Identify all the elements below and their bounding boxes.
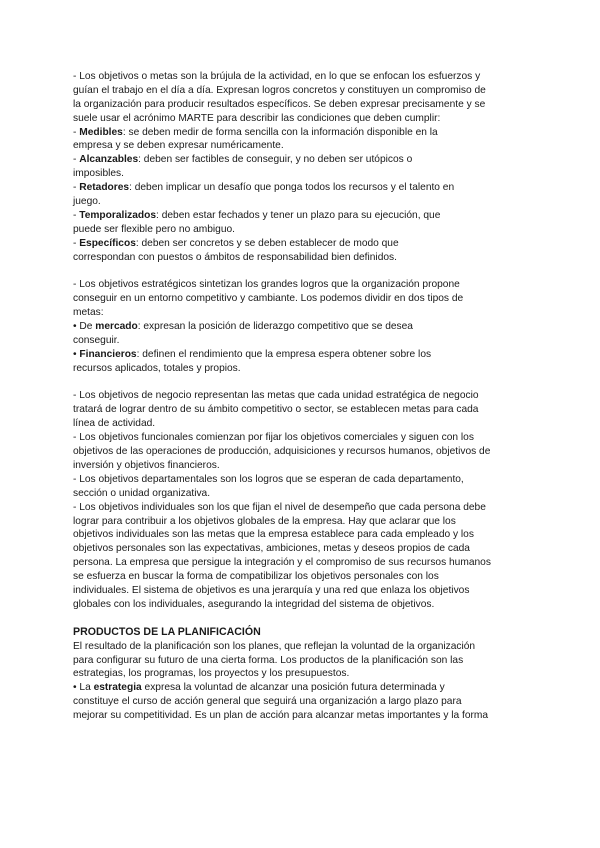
text-segment: la organización para producir resultados específicos. Se deben expresar precisamente y se [73,98,486,110]
text-segment: : definen el rendimiento que la empresa espera obtener sobre los [136,348,432,360]
text-segment: mejorar su competitividad. Es un plan de acción para alcanzar metas importantes y la forma [73,710,489,722]
text-line [73,362,531,376]
text-segment: • De [73,321,96,333]
text-segment: - Los objetivos departamentales son los logros que se esperan de cada departamento, [73,473,464,485]
text-segment: conseguir en un entorno competitivo y cambiante. Los podemos dividir en dos tipos de [73,293,464,305]
text-segment: : expresan la posición de liderazgo competitivo que se desea [137,321,413,333]
text-segment: puede ser flexible pero no ambiguo. [73,223,235,235]
text-line [73,389,531,403]
text-line [73,626,531,640]
text-line [73,84,531,98]
text-segment: - [73,182,80,194]
text-segment: : deben ser concretos y se deben establecer de modo que [135,237,399,249]
bold-term: Retadores [79,182,130,194]
text-line [73,459,531,473]
text-segment: - [73,209,80,221]
text-line [73,209,531,223]
text-segment: correspondan con puestos o ámbitos de responsabilidad bien definidos. [73,251,397,263]
text-line [73,417,531,431]
bold-term: Financieros [79,348,137,360]
text-segment: imposibles. [73,168,124,180]
text-segment: expresa la voluntad de alcanzar una posición futura determinada y [141,682,445,694]
text-line [73,515,531,529]
text-segment: individuales. El sistema de objetivos es una jerarquía y una red que enlaza los objetivos [73,584,470,596]
text-line [73,598,531,612]
text-line [73,556,531,570]
bold-term: Temporalizados [79,209,157,221]
text-line [73,181,531,195]
text-line [73,584,531,598]
text-segment: sección o unidad organizativa. [73,487,211,499]
text-line [73,223,531,237]
text-segment: globales con los individuales, asegurando la integridad del sistema de objetivos. [73,598,435,610]
text-line [73,654,531,668]
text-line [73,487,531,501]
text-segment: persona. La empresa que persigue la integración y el compromiso de sus recursos humanos [73,557,491,569]
text-line [73,139,531,153]
text-segment: constituye el curso de acción general que seguirá una organización a largo plazo para [73,696,462,708]
text-line [73,70,531,84]
text-line [73,167,531,181]
text-segment: : deben estar fechados y tener un plazo para su ejecución, que [156,209,441,221]
text-line [73,445,531,459]
paragraph-gap [73,264,531,278]
text-segment: - [73,126,80,138]
text-line [73,640,531,654]
text-segment: - Los objetivos estratégicos sintetizan los grandes logros que la organización propone [73,279,460,291]
text-line [73,431,531,445]
text-segment: metas: [73,307,104,319]
text-line [73,237,531,251]
text-line [73,292,531,306]
text-segment: se esfuerza en buscar la forma de compatibilizar los objetivos personales con los [73,571,439,583]
paragraph-gap [73,376,531,390]
text-line [73,320,531,334]
bold-term: Medibles [79,126,123,138]
text-line [73,278,531,292]
text-line [73,195,531,209]
text-segment: conseguir. [73,334,120,346]
text-segment: para configurar su futuro de una cierta forma. Los productos de la planificación son las [73,654,464,666]
text-line [73,709,531,723]
text-segment: objetivos personales son las expectativas, ambiciones, metas y deseos propios de cada [73,543,470,555]
text-line [73,695,531,709]
bold-term: Alcanzables [79,154,139,166]
bold-term: mercado [95,321,138,333]
text-segment: empresa y se deben expresar numéricamente. [73,140,284,152]
section-heading: PRODUCTOS DE LA PLANIFICACIÓN [73,625,261,638]
text-line [73,126,531,140]
text-line [73,528,531,542]
text-line [73,348,531,362]
text-segment: • [73,348,80,360]
text-segment: objetivos de las operaciones de producción, adquisiciones y recursos humanos, objetivos de [73,446,491,458]
text-segment: - [73,237,80,249]
text-segment: El resultado de la planificación son los planes, que reflejan la voluntad de la organización [73,640,476,652]
section-gap [73,612,531,626]
text-line [73,153,531,167]
text-line [73,112,531,126]
text-segment: : deben implicar un desafío que ponga todos los recursos y el talento en [129,182,455,194]
text-line [73,570,531,584]
text-segment: - Los objetivos individuales son los que fijan el nivel de desempeño que cada persona debe [73,501,486,513]
bold-term: estrategia [93,682,142,694]
text-segment: : deben ser factibles de conseguir, y no deben ser utópicos o [138,154,413,166]
text-segment: inversión y objetivos financieros. [73,459,220,471]
text-segment: línea de actividad. [73,418,156,430]
text-line [73,667,531,681]
text-segment: : se deben medir de forma sencilla con la información disponible en la [122,126,438,138]
text-line [73,334,531,348]
bold-term: Específicos [79,237,136,249]
text-line [73,473,531,487]
text-line [73,403,531,417]
text-segment: guían el trabajo en el día a día. Expresan logros concretos y constituyen un compromiso de [73,84,486,96]
text-segment: estrategias, los programas, los proyectos y los presupuestos. [73,668,350,680]
text-line [73,306,531,320]
text-segment: objetivos individuales son las metas que la empresa establece para cada empleado y los [73,529,474,541]
text-segment: - [73,154,80,166]
text-line [73,542,531,556]
text-segment: suele usar el acrónimo MARTE para describir las condiciones que deben cumplir: [73,112,441,124]
text-segment: - Los objetivos funcionales comienzan por fijar los objetivos comerciales y siguen con los [73,432,474,444]
text-segment: - Los objetivos de negocio representan las metas que cada unidad estratégica de negocio [73,390,479,402]
text-segment: recursos aplicados, totales y propios. [73,362,241,374]
text-line [73,681,531,695]
text-line [73,501,531,515]
document-page [73,70,531,723]
text-line [73,251,531,265]
text-segment: juego. [73,196,101,208]
text-segment: tratará de lograr dentro de su ámbito competitivo o sector, se establecen metas para cada [73,404,479,416]
text-segment: - Los objetivos o metas son la brújula de la actividad, en lo que se enfocan los esfuerzos y [73,71,481,82]
text-line [73,98,531,112]
text-segment: lograr para contribuir a los objetivos globales de la empresa. Hay que aclarar que los [73,515,456,527]
text-segment: • La [73,682,94,694]
